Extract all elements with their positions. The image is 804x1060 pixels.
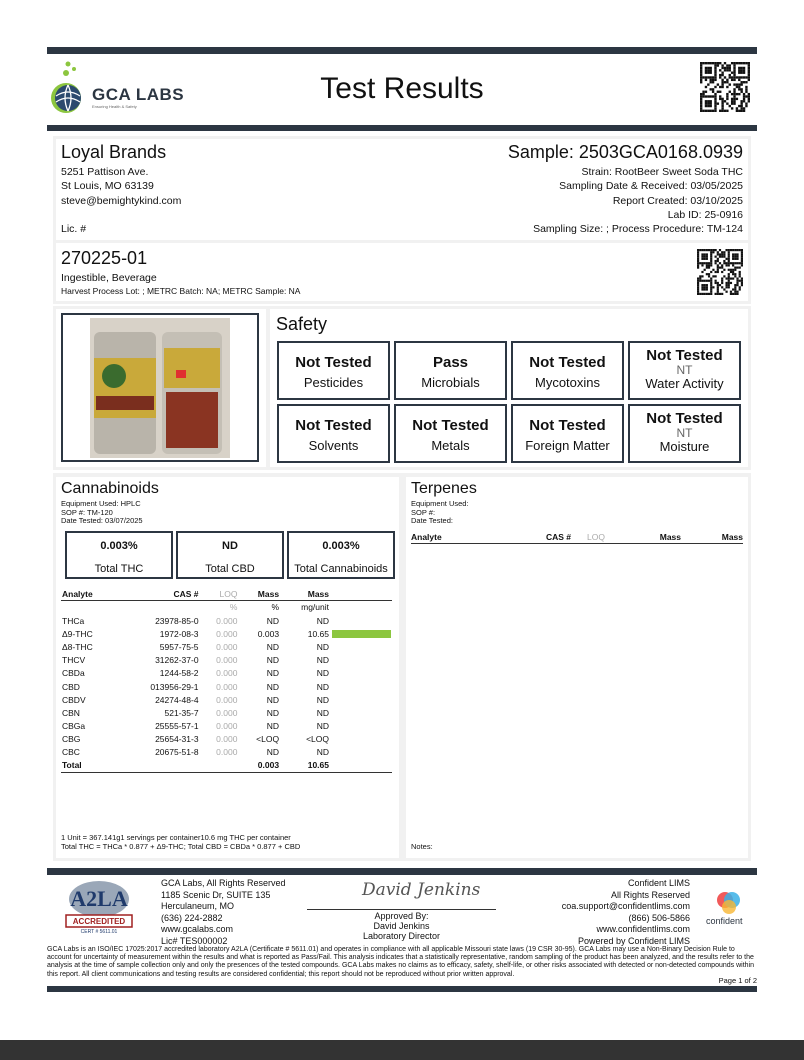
table-row bbox=[61, 654, 392, 667]
safety-result: Pass bbox=[432, 354, 469, 371]
batch-type: Ingestible, Beverage bbox=[61, 272, 157, 284]
safety-result: Not Tested bbox=[646, 410, 723, 427]
summary-total-cannabinoids bbox=[287, 531, 395, 579]
bar-cell bbox=[330, 640, 392, 653]
total-cell: Total bbox=[61, 759, 116, 772]
lab-contact-line: GCA Labs, All Rights Reserved bbox=[161, 878, 286, 888]
lab-website-link[interactable]: www.gcalabs.com bbox=[161, 924, 234, 934]
client-email: steve@bemightykind.com bbox=[61, 194, 182, 207]
summary-total-thc bbox=[65, 531, 173, 579]
safety-test-card bbox=[511, 341, 624, 400]
safety-test-card bbox=[277, 341, 390, 400]
lims-contact-line: Powered by Confident LIMS bbox=[577, 935, 690, 946]
unit-cell: % bbox=[229, 602, 238, 613]
cell-mg: ND bbox=[316, 655, 329, 666]
cell-analyte: CBC bbox=[62, 747, 80, 758]
header-bottom-rule bbox=[47, 125, 757, 131]
bar-cell bbox=[330, 654, 392, 667]
total-cell bbox=[200, 759, 239, 772]
safety-result: Not Tested bbox=[529, 417, 606, 434]
cannabinoids-title: Cannabinoids bbox=[61, 480, 159, 497]
confident-logo bbox=[714, 890, 744, 916]
cell-pct: ND bbox=[266, 681, 280, 692]
safety-result: Not Tested bbox=[646, 347, 723, 364]
safety-test-card bbox=[628, 341, 741, 400]
cell-cas: 20675-51-8 bbox=[155, 747, 199, 758]
cell-pct: ND bbox=[266, 707, 280, 718]
lab-contact-line: Lic# TES000002 bbox=[161, 935, 228, 946]
lab-name: GCA LABS bbox=[92, 85, 185, 104]
unit-cell bbox=[330, 600, 392, 614]
safety-result: Not Tested bbox=[295, 417, 372, 434]
cell-analyte: CBG bbox=[62, 734, 81, 745]
cell-cas: 31262-37-0 bbox=[155, 655, 199, 666]
cell-pct: ND bbox=[266, 615, 280, 626]
qr-code-batch bbox=[697, 249, 743, 295]
column-header: Mass bbox=[621, 531, 681, 543]
safety-test-card bbox=[394, 341, 507, 400]
table-row bbox=[61, 706, 392, 719]
client-address bbox=[61, 165, 181, 208]
bar-cell bbox=[330, 746, 392, 759]
cell-loq: 0.000 bbox=[216, 655, 238, 666]
cell-pct: 0.003 bbox=[257, 628, 280, 639]
unit-cell bbox=[61, 600, 116, 614]
bar-cell bbox=[330, 680, 392, 693]
cell-mg: ND bbox=[316, 721, 329, 732]
table-row bbox=[61, 614, 392, 627]
cell-mg: ND bbox=[316, 641, 329, 652]
cell-pct: <LOQ bbox=[256, 734, 280, 745]
cell-cas: 23978-85-0 bbox=[155, 615, 199, 626]
lab-contact bbox=[161, 878, 286, 947]
total-cell: 0.003 bbox=[238, 759, 280, 772]
summary-label: Total Cannabinoids bbox=[294, 563, 388, 575]
safety-result: Not Tested bbox=[529, 354, 606, 371]
batch-harvest: Harvest Process Lot: ; METRC Batch: NA; METRC Sample: NA bbox=[61, 286, 301, 296]
disclaimer: GCA Labs is an ISO/IEC 17025:2017 accredited laboratory A2LA (Certificate # 5611.01) and operates in compliance with all applicable Missouri state laws (19 CSR 30-95). GCA Labs may use a Non-Binary Decision Rule to account for uncertainty of measurement within the results and what is reported as Pass/Fail. This analysis indicates that a statistically representative, random sampling of the product has been analyzed, and the results refer to the analysis at the time of sample collection only and only the presences of the tested compounds. GCA Labs makes no claims as to efficacy, safety, shelf-life, or other risks associated with detected or non-detected compounds within this report. All client communications and testing results are considered confidential; this report should not be reproduced without prior written approval. bbox=[47, 946, 754, 978]
client-address-line1: 5251 Pattison Ave. bbox=[61, 166, 149, 178]
terpenes-table bbox=[411, 531, 743, 544]
accredited-label: ACCREDITED bbox=[72, 917, 126, 926]
bar-cell bbox=[330, 627, 392, 640]
cannabinoids-sop: SOP #: TM-120 bbox=[61, 507, 113, 517]
terpenes-meta bbox=[411, 500, 469, 526]
safety-label: Water Activity bbox=[645, 376, 724, 391]
safety-label: Mycotoxins bbox=[534, 375, 601, 390]
column-header: LOQ bbox=[571, 531, 621, 543]
unit-note: 1 Unit = 367.141g1 servings per container10.6 mg THC per container bbox=[61, 833, 291, 842]
qr-code-header bbox=[700, 62, 750, 112]
safety-label: Metals bbox=[431, 438, 470, 453]
cell-analyte: THCV bbox=[62, 655, 86, 666]
summary-value: 0.003% bbox=[100, 540, 138, 552]
viewer-bottom-bar bbox=[0, 1040, 804, 1060]
cell-analyte: CBGa bbox=[62, 721, 86, 732]
product-image bbox=[90, 318, 230, 458]
total-row bbox=[61, 759, 392, 772]
cell-loq: 0.000 bbox=[216, 734, 238, 745]
cell-mg: ND bbox=[316, 747, 329, 758]
page-number: Page 1 of 2 bbox=[718, 976, 757, 985]
cell-cas: 521-35-7 bbox=[164, 707, 199, 718]
approver-name: David Jenkins bbox=[373, 921, 430, 931]
cell-cas: 1244-58-2 bbox=[159, 668, 199, 679]
safety-label: Solvents bbox=[308, 438, 359, 453]
lims-contact-line: Confident LIMS bbox=[627, 878, 690, 888]
lims-contact bbox=[562, 878, 690, 947]
bar-cell bbox=[330, 667, 392, 680]
approval-block bbox=[307, 911, 496, 941]
cannabinoids-date: Date Tested: 03/07/2025 bbox=[61, 516, 143, 525]
safety-test-card bbox=[511, 404, 624, 463]
bar-cell bbox=[330, 733, 392, 746]
sample-id: Sample: 2503GCA0168.0939 bbox=[507, 142, 743, 162]
safety-result: Not Tested bbox=[412, 417, 489, 434]
cell-loq: 0.000 bbox=[216, 615, 238, 626]
bar-cell bbox=[330, 693, 392, 706]
svg-text:A2LA: A2LA bbox=[70, 886, 128, 911]
safety-label: Microbials bbox=[421, 375, 480, 390]
cell-analyte: Δ8-THC bbox=[62, 641, 93, 652]
units-row bbox=[61, 600, 392, 614]
table-header-row bbox=[61, 588, 392, 600]
lims-contact-line: All Rights Reserved bbox=[610, 889, 690, 900]
safety-test-card bbox=[277, 404, 390, 463]
cell-mg: ND bbox=[316, 694, 329, 705]
cell-pct: ND bbox=[266, 694, 280, 705]
cell-loq: 0.000 bbox=[216, 641, 238, 652]
bar-cell bbox=[330, 720, 392, 733]
footer-bottom-rule bbox=[47, 986, 757, 992]
column-header: Mass bbox=[681, 531, 743, 543]
client-license: Lic. # bbox=[61, 223, 87, 235]
cell-analyte: CBDa bbox=[62, 668, 85, 679]
approved-by-label: Approved By: bbox=[374, 911, 429, 921]
summary-value: 0.003% bbox=[322, 540, 360, 552]
confident-logo-text: confident bbox=[706, 916, 743, 926]
safety-label: Foreign Matter bbox=[525, 438, 610, 453]
summary-total-cbd bbox=[176, 531, 284, 579]
lims-contact-line: (866) 506-5866 bbox=[628, 912, 690, 923]
unit-cell: mg/unit bbox=[301, 602, 329, 613]
summary-value: ND bbox=[222, 540, 238, 552]
summary-label: Total THC bbox=[94, 563, 144, 575]
safety-result: Not Tested bbox=[295, 354, 372, 371]
column-header: Analyte bbox=[61, 588, 116, 600]
terpenes-date: Date Tested: bbox=[411, 516, 453, 525]
terpenes-notes: Notes: bbox=[411, 842, 433, 851]
safety-label: Pesticides bbox=[303, 375, 364, 390]
safety-nt: NT bbox=[676, 426, 693, 440]
sample-strain: Strain: RootBeer Sweet Soda THC bbox=[581, 166, 743, 178]
cannabinoids-meta bbox=[61, 500, 143, 526]
cell-loq: 0.000 bbox=[216, 628, 238, 639]
column-header: CAS # bbox=[531, 531, 571, 543]
cell-pct: ND bbox=[266, 721, 280, 732]
cannabinoids-table bbox=[61, 588, 392, 773]
terpenes-title: Terpenes bbox=[411, 480, 477, 497]
cell-loq: 0.000 bbox=[216, 707, 238, 718]
cell-analyte: CBN bbox=[62, 707, 80, 718]
cell-pct: ND bbox=[266, 641, 280, 652]
bar-cell bbox=[330, 614, 392, 627]
column-header: Mass bbox=[280, 588, 330, 600]
bar-column-header bbox=[330, 588, 392, 600]
total-cell bbox=[330, 759, 392, 772]
cell-analyte: THCa bbox=[62, 615, 85, 626]
cell-cas: 5957-75-5 bbox=[159, 641, 199, 652]
table-row bbox=[61, 667, 392, 680]
safety-test-card bbox=[394, 404, 507, 463]
cell-loq: 0.000 bbox=[216, 747, 238, 758]
cell-pct: ND bbox=[266, 668, 280, 679]
safety-nt: NT bbox=[676, 363, 693, 377]
cell-cas: 25555-57-1 bbox=[155, 721, 199, 732]
table-row bbox=[61, 746, 392, 759]
lab-contact-line: Herculaneum, MO bbox=[161, 901, 235, 911]
cell-pct: ND bbox=[266, 747, 280, 758]
cell-mg: ND bbox=[316, 707, 329, 718]
cell-pct: ND bbox=[266, 655, 280, 666]
terpenes-equipment: Equipment Used: bbox=[411, 499, 469, 508]
top-rule bbox=[47, 47, 757, 54]
mass-bar bbox=[332, 630, 391, 638]
total-cell: 10.65 bbox=[280, 759, 330, 772]
approver-title: Laboratory Director bbox=[362, 931, 441, 941]
safety-label: Moisture bbox=[659, 439, 710, 454]
signature: David Jenkins bbox=[362, 880, 481, 900]
cell-loq: 0.000 bbox=[216, 721, 238, 732]
lims-website-link[interactable]: www.confidentlims.com bbox=[596, 924, 690, 934]
total-cell bbox=[116, 759, 200, 772]
cell-cas: 24274-48-4 bbox=[155, 694, 199, 705]
cell-analyte: CBD bbox=[62, 681, 80, 692]
lims-email-link[interactable]: coa.support@confidentlims.com bbox=[561, 901, 690, 911]
client-address-line2: St Louis, MO 63139 bbox=[61, 180, 154, 193]
table-row bbox=[61, 720, 392, 733]
table-row bbox=[61, 680, 392, 693]
table-header-row bbox=[411, 531, 743, 543]
cell-mg: ND bbox=[316, 615, 329, 626]
sample-report-created: Report Created: 03/10/2025 bbox=[612, 194, 743, 207]
cell-mg: 10.65 bbox=[307, 628, 329, 639]
cell-mg: ND bbox=[316, 681, 329, 692]
column-header: Mass bbox=[238, 588, 280, 600]
unit-cell: % bbox=[271, 602, 280, 613]
batch-number: 270225-01 bbox=[61, 248, 148, 268]
cell-loq: 0.000 bbox=[216, 681, 238, 692]
lab-tagline: Ensuring Health & Safety bbox=[92, 104, 137, 109]
page-title: Test Results bbox=[320, 72, 484, 105]
footer-top-rule bbox=[47, 868, 757, 875]
table-row bbox=[61, 733, 392, 746]
safety-title: Safety bbox=[276, 314, 328, 334]
cell-analyte: CBDV bbox=[62, 694, 86, 705]
client-name: Loyal Brands bbox=[61, 142, 167, 162]
cert-number: CERT # 5611.01 bbox=[80, 929, 118, 935]
cell-loq: 0.000 bbox=[216, 668, 238, 679]
sample-sampling-date: Sampling Date & Received: 03/05/2025 bbox=[559, 180, 743, 193]
cell-cas: 25654-31-3 bbox=[155, 734, 199, 745]
cell-loq: 0.000 bbox=[216, 694, 238, 705]
table-row bbox=[61, 627, 392, 640]
sample-sampling-size: Sampling Size: ; Process Procedure: TM-124 bbox=[533, 223, 743, 236]
safety-test-card bbox=[628, 404, 741, 463]
unit-cell bbox=[116, 600, 200, 614]
table-row bbox=[61, 693, 392, 706]
column-header: Analyte bbox=[411, 531, 531, 543]
terpenes-sop: SOP #: bbox=[411, 507, 436, 517]
summary-label: Total CBD bbox=[205, 563, 255, 575]
sample-lab-id: Lab ID: 25-0916 bbox=[667, 208, 743, 221]
column-header: CAS # bbox=[116, 588, 200, 600]
cannabinoids-notes bbox=[61, 834, 300, 851]
cell-cas: 013956-29-1 bbox=[150, 681, 199, 692]
cell-cas: 1972-08-3 bbox=[159, 628, 199, 639]
bar-cell bbox=[330, 706, 392, 719]
cell-analyte: Δ9-THC bbox=[62, 628, 93, 639]
table-row bbox=[61, 640, 392, 653]
cell-mg: <LOQ bbox=[306, 734, 329, 745]
cannabinoids-equipment: Equipment Used: HPLC bbox=[61, 499, 141, 508]
cell-mg: ND bbox=[316, 668, 329, 679]
sample-details bbox=[533, 165, 743, 236]
signature-line bbox=[307, 909, 496, 910]
column-header: LOQ bbox=[200, 588, 239, 600]
lab-contact-line: 1185 Scenic Dr, SUITE 135 bbox=[161, 889, 271, 900]
formula-note: Total THC = THCa * 0.877 + Δ9-THC; Total CBD = CBDa * 0.877 + CBD bbox=[61, 841, 301, 851]
lab-contact-line: (636) 224-2882 bbox=[161, 912, 223, 923]
